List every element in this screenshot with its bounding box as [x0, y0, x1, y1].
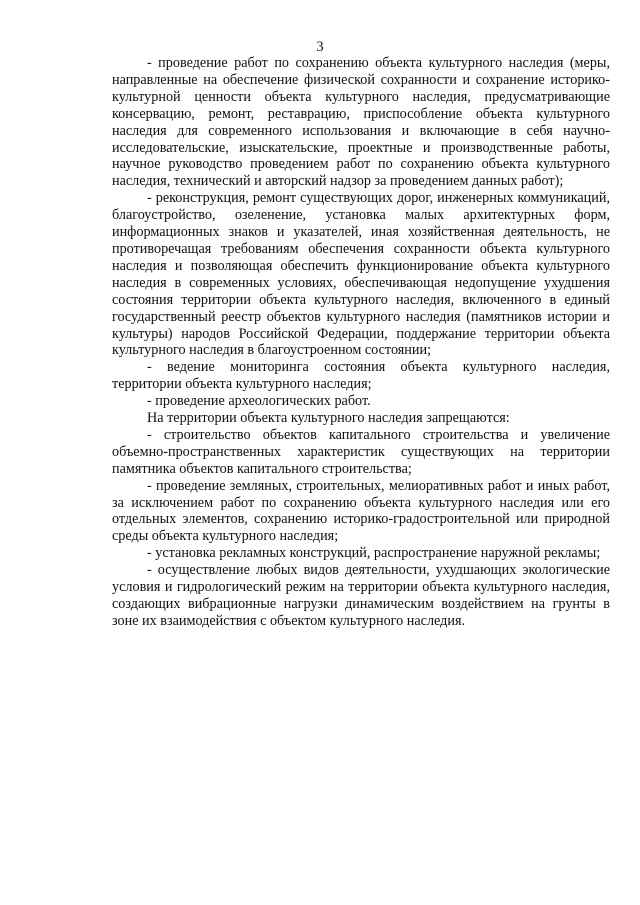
paragraph-earthworks-ban: - проведение земляных, строительных, мелиоративных работ и иных работ, за исключением работ по сохранению объекта культурного наследия или его отдельных элементов, сохранению историко-градостроительной или природной среды объекта культурного наследия; [112, 477, 610, 545]
page-number: 3 [316, 39, 324, 55]
document-body [112, 55, 610, 630]
paragraph-reconstruction: - реконструкция, ремонт существующих дорог, инженерных коммуникаций, благоустройство, озеленение, установка малых архитектурных форм, информационных знаков и указателей, иная хозяйственная деятельность, не противоречащая требованиям обеспечения сохранности объекта культурного наследия и позволяющая обеспечить функционирование объекта культурного наследия в современных условиях, обеспечивающая недопущение ухудшения состояния территории объекта культурного наследия, включенного в единый государственный реестр объектов культурного наследия (памятников истории и культуры) народов Российской Федерации, поддержание территории объекта культурного наследия в благоустроенном состоянии; [112, 190, 610, 359]
paragraph-prohibitions-heading: На территории объекта культурного наследия запрещаются: [147, 410, 510, 427]
paragraph-archaeology: - проведение археологических работ. [147, 393, 371, 410]
paragraph-advertising-ban: - установка рекламных конструкций, распространение наружной рекламы; [147, 545, 601, 562]
paragraph-ecology-ban: - осуществление любых видов деятельности, ухудшающих экологические условия и гидрологический режим на территории объекта культурного наследия, создающих вибрационные нагрузки динамическим воздействием на грунты в зоне их взаимодействия с объектом культурного наследия. [112, 562, 610, 629]
paragraph-monitoring: - ведение мониторинга состояния объекта культурного наследия, территории объекта культурного наследия; [112, 359, 610, 393]
paragraph-preservation-works: - проведение работ по сохранению объекта культурного наследия (меры, направленные на обеспечение физической сохранности и сохранение историко-культурной ценности объекта культурного наследия, предусматривающие консервацию, ремонт, реставрацию, приспособление объекта культурного наследия для современного использования и включающие в себя научно-исследовательские, изыскательские, проектные и производственные работы, научное руководство проведением работ по сохранению объекта культурного наследия, технический и авторский надзор за проведением данных работ); [112, 55, 610, 190]
paragraph-construction-ban: - строительство объектов капитального строительства и увеличение объемно-пространственных характеристик существующих на территории памятника объектов капитального строительства; [112, 426, 610, 477]
